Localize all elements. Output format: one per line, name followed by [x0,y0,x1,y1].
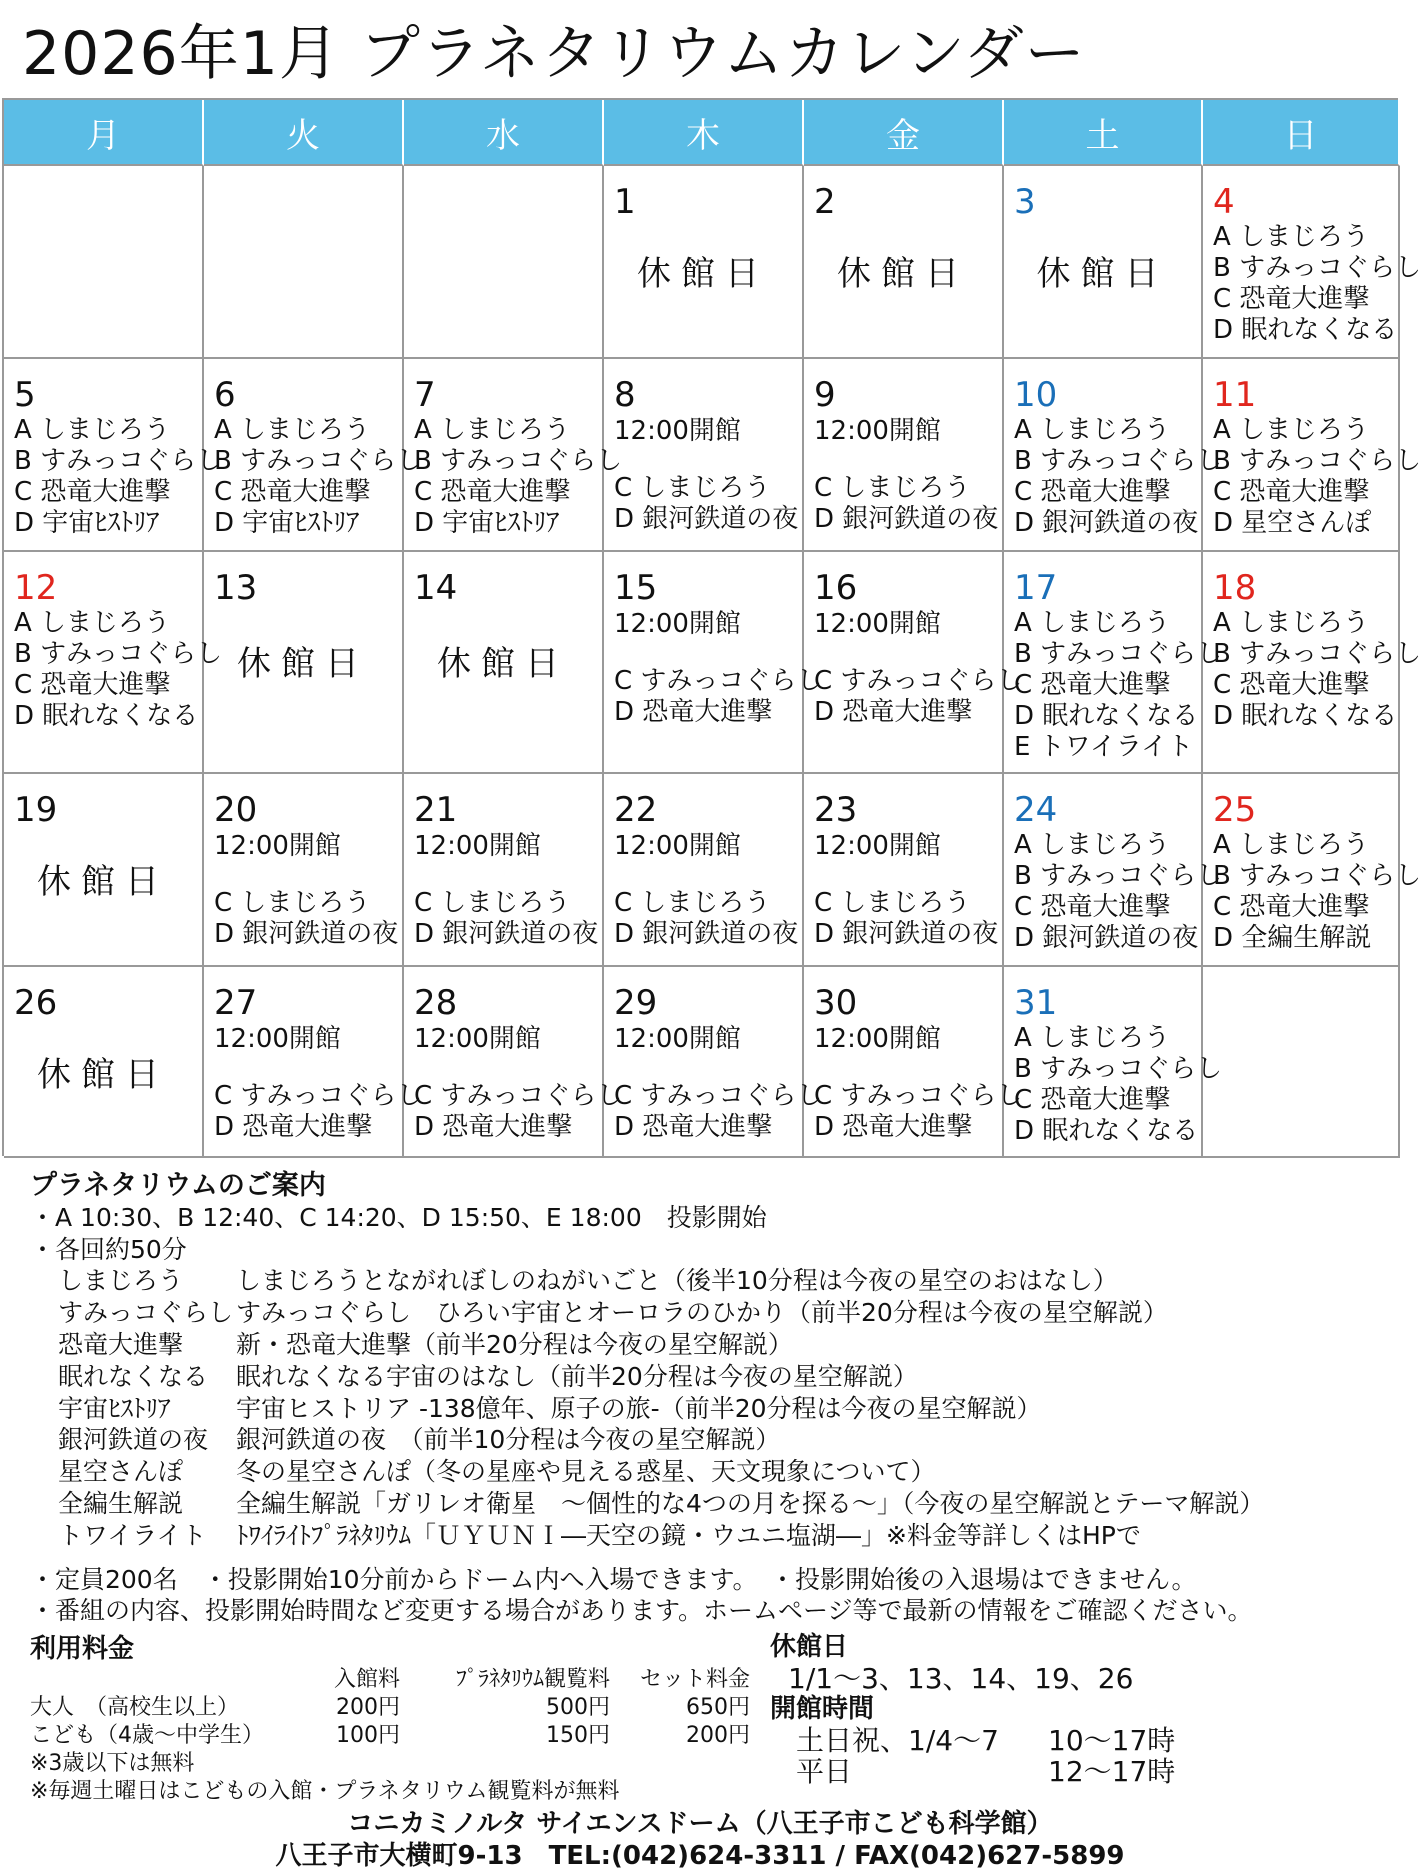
program-entry: C すみっコぐらし [814,666,1023,696]
program-detail: 宇宙ヒストリア -138億年、原子の旅-（前半20分程は今夜の星空解説） [236,1393,1042,1423]
program-detail: 全編生解説「ガリレオ衛星 ～個性的な4つの月を探る～」（今夜の星空解説とテーマ解説） [236,1488,1265,1518]
program-entry: D 宇宙ﾋｽﾄﾘｱ [14,508,160,538]
opening-time: 12:00開館 [414,831,541,861]
program-entry: D 眠れなくなる [1014,701,1199,731]
program-name: 恐竜大進撃 [58,1329,184,1359]
closed-label: 休館日 [37,862,169,902]
program-entry: D 眠れなくなる [14,701,199,731]
program-entry: A しまじろう [1213,222,1370,252]
calendar-day-cell [1004,967,1223,1158]
program-entry: A しまじろう [1213,830,1370,860]
program-entry: C しまじろう [614,473,771,503]
program-entry: D 全編生解説 [1213,923,1372,953]
fee-row-adult: 大人 （高校生以上） 200円 500円 650円 [30,1695,750,1720]
program-description [30,1393,1380,1425]
program-description [30,1329,1380,1361]
program-entry: A しまじろう [14,415,171,445]
opening-time: 12:00開館 [814,416,941,446]
program-entry: C すみっコぐらし [414,1081,623,1111]
day-number: 29 [614,983,658,1023]
program-description [30,1265,1380,1297]
closed-heading: 休館日 [770,1632,849,1662]
program-entry: C すみっコぐらし [614,1081,823,1111]
calendar-day-cell [204,552,404,774]
opening-time: 12:00開館 [814,831,941,861]
calendar-day-cell [204,774,404,967]
fee-note-free: ※3歳以下は無料 [30,1751,195,1776]
program-description [30,1297,1380,1329]
calendar-day-cell [604,552,823,774]
program-entry: C しまじろう [814,888,971,918]
program-entry: C 恐竜大進撃 [1213,477,1370,507]
calendar-day-cell [804,774,1004,967]
opening-time: 12:00開館 [614,1024,741,1054]
program-entry: C すみっコぐらし [814,1081,1023,1111]
day-number: 23 [814,790,858,830]
calendar-day-cell [604,774,804,967]
closed-days: 1/1～3、13、14、19、26 [788,1662,1134,1695]
calendar-day-cell [1004,552,1223,774]
footer [0,1808,1400,1872]
day-number: 7 [414,375,436,415]
facility-address: 八王子市大横町9-13 TEL:(042)624-3311 / FAX(042)627-5899 [275,1841,1125,1871]
program-description [30,1361,1380,1393]
program-entry: B すみっコぐらし [1014,639,1223,669]
fee-heading: 利用料金 [30,1634,135,1664]
day-number: 19 [14,790,58,830]
closed-label: 休館日 [37,1055,169,1095]
day-number: 2 [814,182,836,222]
program-entry: A しまじろう [1014,830,1171,860]
open-hours-heading: 開館時間 [770,1694,875,1724]
program-entry: D 宇宙ﾋｽﾄﾘｱ [414,508,560,538]
change-note: ・番組の内容、投影開始時間など変更する場合があります。ホームページ等で最新の情報をご確認ください。 [30,1596,1253,1626]
day-number: 16 [814,568,858,608]
program-entry: C 恐竜大進撃 [1213,892,1370,922]
program-entry: C 恐竜大進撃 [1213,670,1370,700]
program-description [30,1456,1380,1488]
program-entry: D 星空さんぽ [1213,508,1372,538]
program-duration: ・各回約50分 [30,1234,187,1264]
calendar-day-cell [1004,166,1203,359]
program-entry: D 恐竜大進撃 [814,697,973,727]
day-number: 27 [214,983,258,1023]
program-description [30,1424,1380,1456]
page-title: 2026年1月 プラネタリウムカレンダー [22,19,1086,89]
guide-heading: プラネタリウムのご案内 [30,1170,326,1201]
hours-info [770,1632,1175,1787]
calendar-day-cell [1203,166,1421,359]
day-number: 17 [1014,568,1058,608]
calendar-day-cell [804,166,1004,359]
calendar-day-cell [404,166,604,359]
program-entry: D 恐竜大進撃 [414,1112,573,1142]
program-entry: C 恐竜大進撃 [1014,477,1171,507]
program-entry: D 銀河鉄道の夜 [1014,923,1199,953]
program-detail: ﾄﾜｲﾗｲﾄﾌﾟﾗﾈﾀﾘｳﾑ「ＵＹＵＮＩ―天空の鏡・ウユニ塩湖―」※料金等詳しくはHPで [236,1520,1141,1550]
day-number: 5 [14,375,36,415]
day-number: 22 [614,790,658,830]
calendar-day-cell [1203,552,1421,774]
program-entry: D 銀河鉄道の夜 [814,919,999,949]
program-entry: C しまじろう [614,888,771,918]
day-number: 13 [214,568,258,608]
fee-note-saturday: ※毎週土曜日はこどもの入館・プラネタリウム観覧料が無料 [30,1779,620,1804]
program-entry: E トワイライト [1014,732,1194,762]
calendar-day-cell [404,967,623,1158]
calendar-day-cell [1203,967,1400,1158]
program-entry: C 恐竜大進撃 [14,670,171,700]
program-name: 眠れなくなる [58,1361,209,1391]
weekday-header: 月 [4,100,204,166]
calendar-day-cell [1004,774,1223,967]
program-entry: B すみっコぐらし [1014,1054,1223,1084]
program-entry: B すみっコぐらし [14,446,223,476]
calendar-day-cell [1004,359,1223,552]
calendar-day-cell [204,967,423,1158]
program-detail: しまじろうとながれぼしのねがいごと（後半10分程は今夜の星空のおはなし） [236,1266,1118,1296]
day-number: 18 [1213,568,1257,608]
program-entry: C 恐竜大進撃 [414,477,571,507]
program-entry: A しまじろう [414,415,571,445]
program-description [30,1488,1380,1520]
program-name: 全編生解説 [58,1488,184,1518]
day-number: 6 [214,375,236,415]
program-entry: B すみっコぐらし [214,446,423,476]
program-name: トワイライト [58,1520,207,1550]
opening-time: 12:00開館 [814,609,941,639]
program-entry: B すみっコぐらし [1213,253,1421,283]
planetarium-guide [30,1170,1380,1627]
calendar-day-cell [4,967,204,1158]
day-number: 1 [614,182,636,222]
calendar-day-cell [204,166,404,359]
program-entry: D 銀河鉄道の夜 [614,919,799,949]
program-entry: B すみっコぐらし [414,446,623,476]
program-entry: D 恐竜大進撃 [814,1112,973,1142]
closed-label: 休館日 [237,644,369,684]
day-number: 11 [1213,375,1257,415]
program-entry: C しまじろう [414,888,571,918]
program-entry: C しまじろう [214,888,371,918]
calendar-day-cell [604,967,823,1158]
program-entry: B すみっコぐらし [1014,861,1223,891]
program-entry: A しまじろう [1213,608,1370,638]
program-entry: C 恐竜大進撃 [14,477,171,507]
day-number: 24 [1014,790,1058,830]
weekday-header: 金 [804,100,1004,166]
day-number: 21 [414,790,458,830]
program-entry: D 恐竜大進撃 [614,1112,773,1142]
calendar-day-cell [4,359,223,552]
program-entry: D 恐竜大進撃 [614,697,773,727]
day-number: 4 [1213,182,1235,222]
program-entry: C 恐竜大進撃 [1014,892,1171,922]
calendar-day-cell [604,359,804,552]
program-list [30,1265,1380,1551]
facility-name: コニカミノルタ サイエンスドーム（八王子市こども科学館） [347,1809,1053,1839]
program-entry: B すみっコぐらし [1213,639,1421,669]
program-entry: A しまじろう [214,415,371,445]
day-number: 31 [1014,983,1058,1023]
program-entry: D 銀河鉄道の夜 [214,919,399,949]
closed-label: 休館日 [1036,254,1169,294]
opening-time: 12:00開館 [214,1024,341,1054]
schedule-times: ・A 10:30、B 12:40、C 14:20、D 15:50、E 18:00 投影開始 [30,1202,767,1232]
program-entry: C すみっコぐらし [214,1081,423,1111]
closed-label: 休館日 [837,254,969,294]
program-entry: D 銀河鉄道の夜 [814,504,999,534]
program-entry: B すみっコぐらし [14,639,223,669]
program-entry: C しまじろう [814,473,971,503]
weekday-header: 水 [404,100,604,166]
fee-table [30,1632,750,1806]
program-entry: A しまじろう [14,608,171,638]
program-name: すみっコぐらし [58,1298,234,1328]
calendar-day-cell [404,552,604,774]
program-entry: B すみっコぐらし [1213,446,1421,476]
day-number: 3 [1014,182,1036,222]
program-name: 星空さんぽ [58,1457,184,1487]
capacity-note: ・定員200名 ・投影開始10分前からドーム内へ入場できます。 ・投影開始後の入退場はできません。 [30,1564,1197,1594]
program-detail: 銀河鉄道の夜 （前半10分程は今夜の星空解説） [236,1425,781,1455]
program-name: 銀河鉄道の夜 [58,1425,209,1455]
calendar-grid [2,98,1421,1156]
program-entry: D 眠れなくなる [1213,315,1398,345]
day-number: 8 [614,375,636,415]
weekday-header: 日 [1203,100,1400,166]
calendar-day-cell [404,774,604,967]
calendar-day-cell [4,774,204,967]
program-name: 宇宙ﾋｽﾄﾘｱ [58,1393,171,1423]
calendar-day-cell [804,967,1023,1158]
program-entry: D 宇宙ﾋｽﾄﾘｱ [214,508,360,538]
opening-time: 12:00開館 [414,1024,541,1054]
program-entry: D 銀河鉄道の夜 [614,504,799,534]
program-detail: 冬の星空さんぽ（冬の星座や見える惑星、天文現象について） [236,1457,936,1487]
weekday-header: 土 [1004,100,1203,166]
program-description [30,1520,1380,1552]
program-entry: D 銀河鉄道の夜 [414,919,599,949]
program-entry: B すみっコぐらし [1213,861,1421,891]
program-entry: C 恐竜大進撃 [214,477,371,507]
day-number: 30 [814,983,858,1023]
fee-row-child: こども（4歳～中学生） 100円 150円 200円 [30,1723,750,1748]
program-detail: すみっコぐらし ひろい宇宙とオーロラのひかり（前半20分程は今夜の星空解説） [236,1298,1168,1328]
program-entry: C 恐竜大進撃 [1014,670,1171,700]
program-entry: A しまじろう [1213,415,1370,445]
calendar-day-cell [804,359,1004,552]
calendar-day-cell [1203,774,1421,967]
program-entry: A しまじろう [1014,415,1171,445]
day-number: 15 [614,568,658,608]
day-number: 28 [414,983,458,1023]
closed-label: 休館日 [637,254,769,294]
program-entry: A しまじろう [1014,1023,1171,1053]
opening-time: 12:00開館 [614,416,741,446]
closed-label: 休館日 [437,644,569,684]
program-entry: B すみっコぐらし [1014,446,1223,476]
opening-time: 12:00開館 [614,609,741,639]
day-number: 9 [814,375,836,415]
calendar-day-cell [204,359,423,552]
opening-time: 12:00開館 [814,1024,941,1054]
weekday-hours: 平日 12～17時 [796,1755,1176,1788]
day-number: 25 [1213,790,1257,830]
program-entry: D 眠れなくなる [1014,1116,1199,1146]
weekday-header: 木 [604,100,804,166]
program-entry: D 銀河鉄道の夜 [1014,508,1199,538]
opening-time: 12:00開館 [214,831,341,861]
calendar-day-cell [604,166,804,359]
program-entry: A しまじろう [1014,608,1171,638]
calendar-day-cell [804,552,1023,774]
opening-time: 12:00開館 [614,831,741,861]
calendar-day-cell [4,552,223,774]
calendar-day-cell [404,359,623,552]
program-entry: C すみっコぐらし [614,666,823,696]
weekday-header: 火 [204,100,404,166]
program-detail: 新・恐竜大進撃（前半20分程は今夜の星空解説） [236,1329,793,1359]
program-detail: 眠れなくなる宇宙のはなし（前半20分程は今夜の星空解説） [236,1361,918,1391]
day-number: 12 [14,568,58,608]
day-number: 26 [14,983,58,1023]
fee-header-row: 入館料 ﾌﾟﾗﾈﾀﾘｳﾑ観覧料 セット料金 [333,1667,750,1692]
calendar-day-cell [4,166,204,359]
day-number: 14 [414,568,458,608]
calendar-day-cell [1203,359,1421,552]
day-number: 20 [214,790,258,830]
program-entry: D 恐竜大進撃 [214,1112,373,1142]
program-entry: C 恐竜大進撃 [1014,1085,1171,1115]
program-entry: C 恐竜大進撃 [1213,284,1370,314]
day-number: 10 [1014,375,1058,415]
weekend-hours: 土日祝、1/4～7 10～17時 [796,1724,1176,1757]
program-name: しまじろう [58,1266,184,1296]
program-entry: D 眠れなくなる [1213,701,1398,731]
